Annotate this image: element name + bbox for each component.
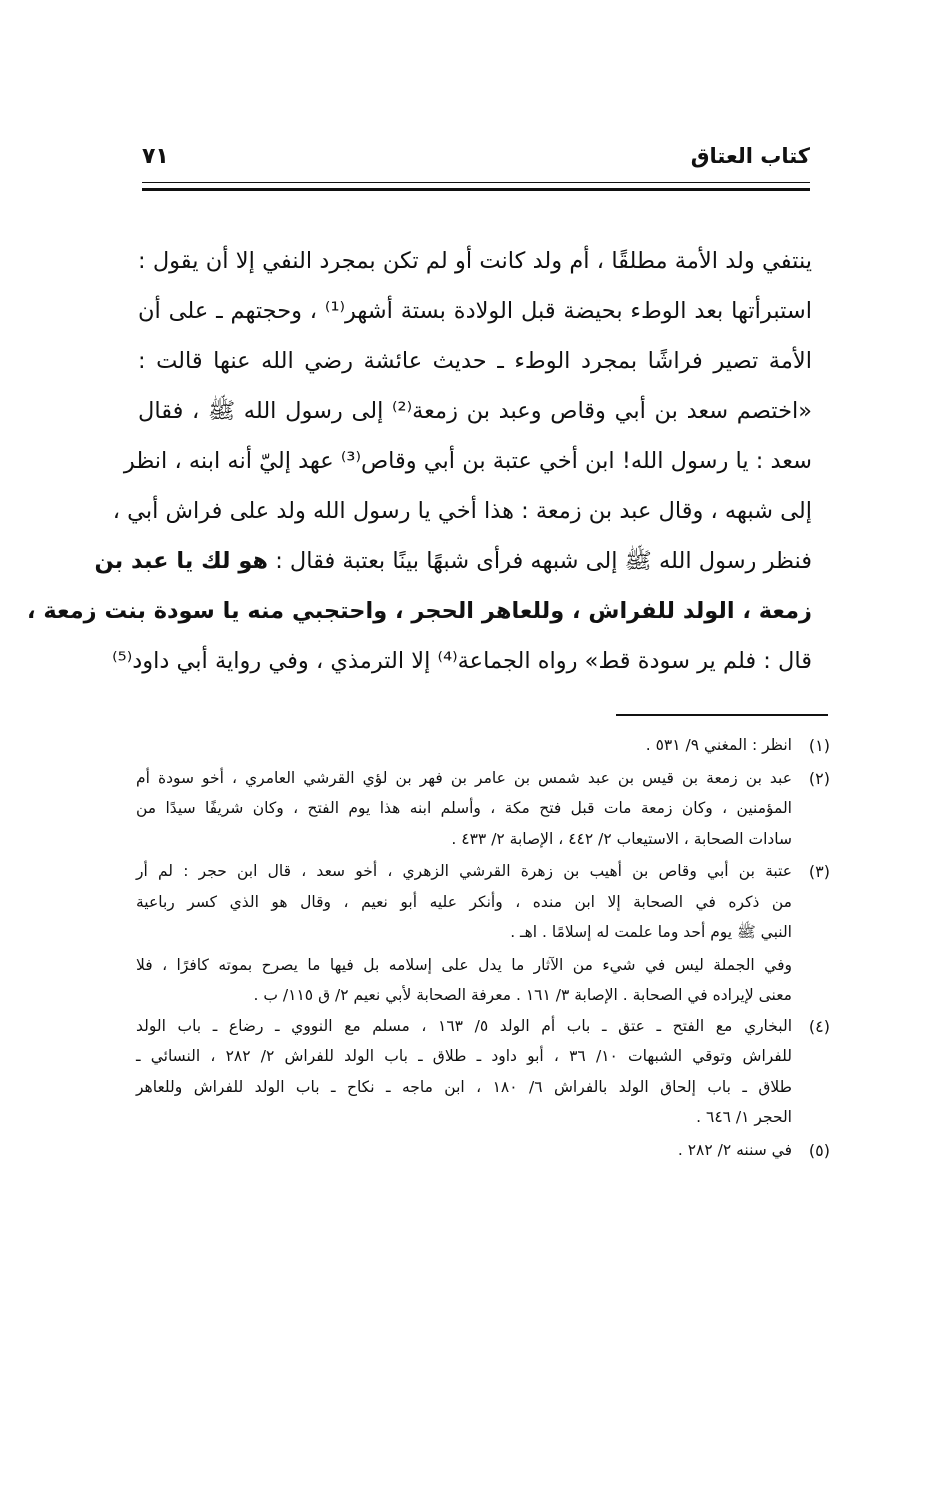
main-line: إلى شبهه ، وقال عبد بن زمعة : هذا أخي يا رسول الله ولد على فراش أبي ،: [112, 498, 812, 524]
main-line: قال : فلم ير سودة قط» رواه الجماعة⁽⁴⁾ إلا الترمذي ، وفي رواية أبي داود⁽⁵⁾: [112, 648, 812, 674]
footnote-number: (٢): [808, 768, 830, 788]
hadith-bold-text: هو لك يا عبد بن: [94, 548, 269, 574]
main-line: استبرأتها بعد الوطء بحيضة قبل الولادة بستة أشهر⁽¹⁾ ، وحجتهم ـ على أن: [138, 298, 812, 324]
main-line: ينتفي ولد الأمة مطلقًا ، أم ولد كانت أو لم تكن بمجرد النفي إلا أن يقول :: [138, 248, 812, 274]
footnotes: [136, 730, 830, 1167]
main-text: [27, 236, 813, 686]
footnote-line: سادات الصحابة ، الاستيعاب ٢/ ٤٤٢ ، الإصابة ٢/ ٤٣٣ .: [451, 829, 792, 848]
header-rule-thin: [142, 182, 810, 183]
running-header: [142, 138, 810, 184]
footnote-4: [136, 1011, 830, 1133]
main-line-with-bold: [94, 536, 812, 586]
main-line-bold: زمعة ، الولد للفراش ، وللعاهر الحجر ، واحتجبي منه يا سودة بنت زمعة ،: [27, 598, 812, 624]
footnote-line: المؤمنين ، وكان زمعة مات قبل فتح مكة ، وأسلم ابنه هذا يوم الفتح ، وكان شريفًا سيدًا من: [136, 799, 792, 817]
footnote-line: من ذكره في الصحابة إلا ابن منده ، وأنكر عليه أبو نعيم ، وقال هو الذي كسر رباعية: [136, 892, 792, 911]
footnote-line: انظر : المغني ٩/ ٥٣١ .: [645, 736, 792, 754]
footnote-separator: [616, 714, 828, 716]
main-line: سعد : يا رسول الله! ابن أخي عتبة بن أبي وقاص⁽³⁾ عهد إليّ أنه ابنه ، انظر: [123, 448, 812, 474]
footnote-3: [136, 856, 830, 948]
footnote-2: [136, 763, 830, 855]
footnote-line: طلاق ـ باب إلحاق الولد بالفراش ٦/ ١٨٠ ، ابن ماجه ـ نكاح ـ باب الولد للفراش وللعاهر: [136, 1077, 792, 1096]
footnote-line: عبد بن زمعة بن قيس بن عبد شمس بن عامر بن فهر بن لؤي القرشي العامري ، أخو سودة أم: [136, 768, 792, 787]
footnote-number: (٥): [808, 1140, 830, 1160]
footnote-line: معنى لإيراده في الصحابة . الإصابة ٣/ ١٦١ . معرفة الصحابة لأبي نعيم ٢/ ق ١١٥/ ب .: [253, 986, 792, 1004]
footnote-line: البخاري مع الفتح ـ عتق ـ باب أم الولد ٥/ ١٦٣ ، مسلم مع النووي ـ رضاع ـ باب الولد: [136, 1016, 792, 1035]
footnote-line: النبي ﷺ يوم أحد وما علمت له إسلامًا . اهـ .: [510, 923, 792, 941]
main-line-text: فنظر رسول الله ﷺ إلى شبهه فرأى شبهًا بينًا بعتبة فقال :: [275, 548, 812, 574]
main-line: «اختصم سعد بن أبي وقاص وعبد بن زمعة⁽²⁾ إلى رسول الله ﷺ ، فقال: [138, 398, 813, 424]
footnote-5: [136, 1135, 830, 1166]
footnote-line: في سننه ٢/ ٢٨٢ .: [677, 1140, 792, 1159]
footnote-line: للفراش وتوقي الشبهات ١٠/ ٣٦ ، أبو داود ـ طلاق ـ باب الولد للفراش ٢/ ٢٨٢ ، النسائي ـ: [136, 1047, 793, 1065]
main-line: الأمة تصير فراشًا بمجرد الوطء ـ حديث عائشة رضي الله عنها قالت :: [138, 348, 812, 374]
footnote-number: (٤): [808, 1016, 830, 1036]
footnote-number: (٣): [808, 862, 830, 881]
footnote-line: الحجر ١/ ٦٤٦ .: [696, 1108, 792, 1126]
footnote-1: [136, 730, 830, 761]
footnote-number: (١): [808, 736, 830, 755]
footnote-line: وفي الجملة ليس في شيء من الآثار ما يدل على إسلامه بل فيها ما يصرح بموته كافرًا ، فلا: [136, 955, 792, 974]
page-number: ٧١: [142, 144, 169, 169]
chapter-title: كتاب العتاق: [690, 144, 810, 168]
footnote-3-continuation: [136, 950, 830, 1011]
footnote-line: عتبة بن أبي وقاص بن أهيب بن زهرة القرشي الزهري ، أخو سعد ، قال ابن حجر : لم أر: [136, 862, 792, 880]
header-rule-thick: [142, 188, 810, 191]
